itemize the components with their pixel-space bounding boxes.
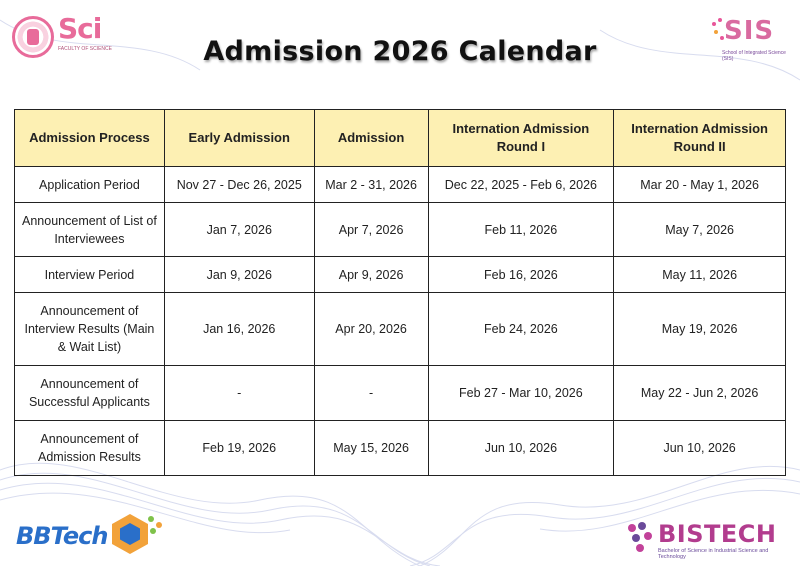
header-international-round-1: Internation Admission Round I (428, 110, 614, 167)
process-cell: Announcement of Admission Results (15, 421, 165, 476)
date-cell: May 22 - Jun 2, 2026 (614, 366, 786, 421)
date-cell: Jan 16, 2026 (164, 293, 314, 366)
process-cell: Announcement of List of Interviewees (15, 203, 165, 257)
process-cell: Announcement of Successful Applicants (15, 366, 165, 421)
date-cell: Jan 7, 2026 (164, 203, 314, 257)
process-cell: Application Period (15, 167, 165, 203)
date-cell: Jan 9, 2026 (164, 257, 314, 293)
date-cell: - (164, 366, 314, 421)
header-admission-process: Admission Process (15, 110, 165, 167)
table-row (15, 257, 786, 293)
date-cell: Feb 11, 2026 (428, 203, 614, 257)
table-row (15, 203, 786, 257)
process-cell: Interview Period (15, 257, 165, 293)
table-row (15, 366, 786, 421)
date-cell: Feb 24, 2026 (428, 293, 614, 366)
date-cell: Apr 9, 2026 (314, 257, 428, 293)
date-cell: Feb 16, 2026 (428, 257, 614, 293)
date-cell: Jun 10, 2026 (428, 421, 614, 476)
bistech-logo-text: BISTECH (658, 520, 777, 548)
date-cell: May 11, 2026 (614, 257, 786, 293)
table-row (15, 293, 786, 366)
date-cell: - (314, 366, 428, 421)
date-cell: Mar 20 - May 1, 2026 (614, 167, 786, 203)
date-cell: Feb 27 - Mar 10, 2026 (428, 366, 614, 421)
admission-calendar-table (14, 109, 786, 476)
bbtech-logo (16, 514, 166, 558)
sis-logo-subtitle: School of Integrated Science (SIS) (722, 50, 786, 62)
date-cell: May 7, 2026 (614, 203, 786, 257)
sci-logo-text: Sci (58, 12, 102, 45)
date-cell: Nov 27 - Dec 26, 2025 (164, 167, 314, 203)
process-cell: Announcement of Interview Results (Main & Wait List) (15, 293, 165, 366)
header-international-round-2: Internation Admission Round II (614, 110, 786, 167)
table-header-row (15, 110, 786, 167)
date-cell: Apr 20, 2026 (314, 293, 428, 366)
bistech-logo-subtitle: Bachelor of Science in Industrial Science and Technology (658, 548, 769, 560)
date-cell: May 19, 2026 (614, 293, 786, 366)
date-cell: Dec 22, 2025 - Feb 6, 2026 (428, 167, 614, 203)
sis-logo-text: SIS (724, 16, 775, 46)
molecule-icon (628, 522, 656, 552)
bistech-logo (628, 520, 788, 560)
table-row (15, 421, 786, 476)
table-row (15, 167, 786, 203)
date-cell: May 15, 2026 (314, 421, 428, 476)
date-cell: Jun 10, 2026 (614, 421, 786, 476)
date-cell: Apr 7, 2026 (314, 203, 428, 257)
header-admission: Admission (314, 110, 428, 167)
bbtech-logo-text: BBTech (16, 522, 108, 550)
header-early-admission: Early Admission (164, 110, 314, 167)
date-cell: Feb 19, 2026 (164, 421, 314, 476)
page-title: Admission 2026 Calendar (203, 36, 597, 67)
sci-logo-subtitle: FACULTY OF SCIENCE (58, 46, 112, 52)
date-cell: Mar 2 - 31, 2026 (314, 167, 428, 203)
